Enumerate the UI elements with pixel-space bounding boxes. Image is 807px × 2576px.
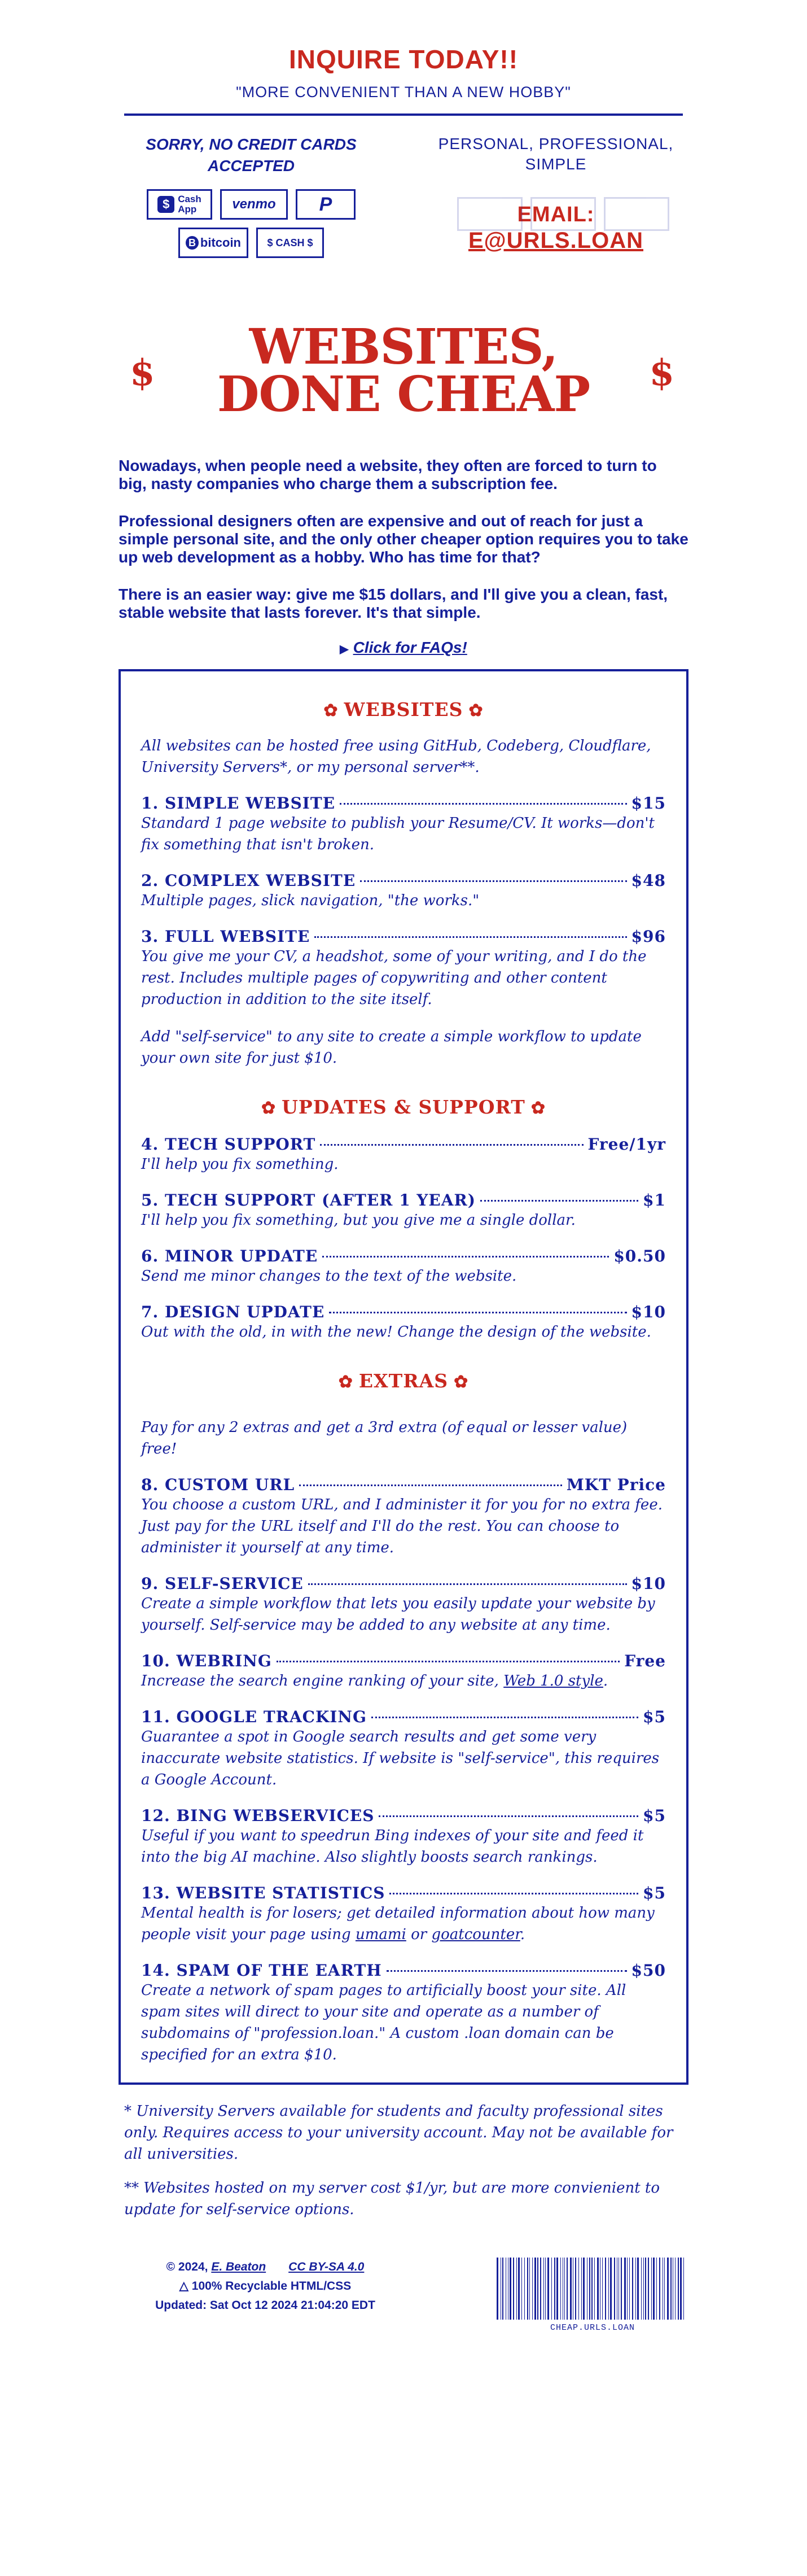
barcode-stripe — [560, 2258, 561, 2320]
intro-paragraph: There is an easier way: give me $15 dollars, and I'll give you a clean, fast, stable website that lasts forever. It's that simple. — [119, 586, 668, 621]
websites-heading-label: WEBSITES — [344, 698, 463, 721]
item-desc: You give me your CV, a headshot, some of your writing, and I do the rest. Includes multiple pages of copywriting and other content production in addition to the site itself. — [141, 948, 647, 1008]
extras-note: Pay for any 2 extras and get a 3rd extra (of equal or lesser value) free! — [141, 1419, 628, 1457]
dollar-icon-right: $ — [649, 352, 674, 394]
item-price: Free/1yr — [587, 1135, 666, 1154]
flower-icon: ✿ — [323, 701, 339, 721]
email-link[interactable]: E@URLS.LOAN — [468, 228, 643, 253]
barcode-stripe — [502, 2258, 503, 2320]
item-desc-text: Mental health is for losers; get detailed information about how many people visit your page using — [141, 1905, 655, 1943]
item-price: $5 — [643, 1884, 666, 1902]
barcode-stripe — [632, 2258, 633, 2320]
barcode-stripe — [532, 2258, 533, 2320]
barcode-stripe — [521, 2258, 522, 2320]
bitcoin-icon: B — [186, 236, 199, 250]
item-name: 7. DESIGN UPDATE — [141, 1303, 325, 1321]
cashapp-label-bottom: App — [178, 204, 197, 215]
cashapp-label-top: Cash — [178, 194, 201, 204]
footnote-university: * University Servers available for students and faculty professional sites only. Requires access to your university account. May not be available for all universities. — [124, 2103, 673, 2163]
barcode-stripe — [518, 2258, 520, 2320]
intro — [119, 457, 688, 622]
dollar-icon-left: $ — [130, 352, 155, 394]
payment-section — [119, 134, 688, 258]
item-name: 4. TECH SUPPORT — [141, 1135, 316, 1154]
barcode-stripe — [637, 2258, 639, 2320]
bitcoin-label: bitcoin — [200, 235, 241, 250]
menu-item — [141, 1652, 666, 1692]
item-price: $10 — [631, 1303, 666, 1321]
barcode-stripe — [589, 2258, 590, 2320]
item-name: 10. WEBRING — [141, 1652, 272, 1670]
menu-item — [141, 927, 666, 1010]
menu-item — [141, 1303, 666, 1343]
item-price: Free — [624, 1652, 666, 1670]
flower-icon: ✿ — [338, 1372, 353, 1392]
barcode-stripe — [635, 2258, 636, 2320]
barcode-bars — [497, 2258, 688, 2320]
faq-toggle[interactable] — [119, 639, 688, 657]
ghost-badge — [604, 197, 669, 231]
page-footer — [119, 2258, 688, 2333]
barcode-stripe — [656, 2258, 657, 2320]
ghost-badges — [457, 197, 669, 231]
barcode-stripe — [608, 2258, 609, 2320]
barcode-stripe — [547, 2258, 549, 2320]
item-desc: I'll help you fix something, but you give me a single dollar. — [141, 1212, 576, 1229]
venmo-badge: venmo — [220, 189, 288, 220]
intro-paragraph: Nowadays, when people need a website, they often are forced to turn to big, nasty companies who charge them a subscription fee. — [119, 457, 657, 492]
barcode-stripe — [570, 2258, 572, 2320]
updated-timestamp: Updated: Sat Oct 12 2024 21:04:20 EDT — [155, 2299, 375, 2312]
item-desc: Multiple pages, slick navigation, "the works." — [141, 892, 480, 909]
barcode-stripe — [653, 2258, 655, 2320]
author-link[interactable]: E. Beaton — [211, 2260, 266, 2273]
item-desc: Send me minor changes to the text of the website. — [141, 1268, 517, 1285]
item-price: MKT Price — [566, 1475, 666, 1494]
item-name: 13. WEBSITE STATISTICS — [141, 1884, 385, 1902]
item-desc — [141, 1902, 666, 1945]
barcode-stripe — [648, 2258, 649, 2320]
barcode-stripe — [678, 2258, 679, 2320]
barcode-stripe — [556, 2258, 558, 2320]
barcode-stripe — [602, 2258, 603, 2320]
barcode-stripe — [527, 2258, 528, 2320]
barcode-stripe — [583, 2258, 585, 2320]
item-price: $10 — [631, 1574, 666, 1593]
barcode-stripe — [578, 2258, 579, 2320]
goatcounter-link[interactable]: goatcounter — [431, 1926, 520, 1943]
cashapp-icon: $ — [157, 196, 174, 213]
menu-item — [141, 1191, 666, 1231]
menu-item — [141, 1884, 666, 1945]
menu-item — [141, 1135, 666, 1175]
item-name: 8. CUSTOM URL — [141, 1475, 295, 1494]
barcode-stripe — [641, 2258, 642, 2320]
barcode-stripe — [627, 2258, 628, 2320]
item-desc-text: or — [406, 1926, 432, 1943]
barcode-stripe — [597, 2258, 599, 2320]
barcode-stripe — [675, 2258, 676, 2320]
item-price: $15 — [631, 794, 666, 813]
no-credit-cards-notice: SORRY, NO CREDIT CARDS ACCEPTED — [146, 136, 357, 174]
contact-info — [423, 134, 688, 258]
ghost-badge — [530, 197, 596, 231]
barcode-stripe — [594, 2258, 595, 2320]
barcode-stripe — [664, 2258, 665, 2320]
self-service-note: Add "self-service" to any site to create a simple workflow to update your own site for just $10. — [141, 1028, 642, 1067]
license-link[interactable]: CC BY-SA 4.0 — [288, 2260, 365, 2273]
item-desc-text: Increase the search engine ranking of your site, — [141, 1673, 504, 1689]
umami-link[interactable]: umami — [355, 1926, 406, 1943]
barcode-stripe — [614, 2258, 615, 2320]
item-desc — [141, 1670, 666, 1692]
item-desc: I'll help you fix something. — [141, 1156, 339, 1173]
ghost-badge — [457, 197, 523, 231]
barcode-stripe — [683, 2258, 684, 2320]
barcode-stripe — [624, 2258, 626, 2320]
item-desc: Useful if you want to speedrun Bing indexes of your site and feed it into the big AI machine. Also slightly boosts search rankings. — [141, 1827, 644, 1866]
item-desc: Guarantee a spot in Google search results and get some very inaccurate website statistics. If website is "self-service", this requires a Google Account. — [141, 1728, 660, 1788]
copyright-text: © 2024, — [166, 2260, 212, 2273]
barcode-label: CHEAP.URLS.LOAN — [550, 2323, 635, 2333]
price-menu — [119, 669, 688, 2085]
bitcoin-badge — [178, 228, 248, 258]
barcode-stripe — [621, 2258, 622, 2320]
barcode-stripe — [667, 2258, 669, 2320]
footnote-server: ** Websites hosted on my server cost $1/yr, but are more convienient to update for self-service options. — [124, 2180, 660, 2218]
hero-title-line2: DONE CHEAP — [217, 366, 590, 423]
barcode-stripe — [643, 2258, 644, 2320]
item-name: 11. GOOGLE TRACKING — [141, 1708, 367, 1726]
item-name: 5. TECH SUPPORT (AFTER 1 YEAR) — [141, 1191, 476, 1210]
barcode-stripe — [529, 2258, 530, 2320]
item-desc: Out with the old, in with the new! Change the design of the website. — [141, 1324, 651, 1341]
menu-item — [141, 1961, 666, 2066]
menu-item — [141, 1708, 666, 1791]
item-desc-text: . — [603, 1673, 608, 1689]
flower-icon: ✿ — [530, 1098, 546, 1118]
item-price: $5 — [643, 1806, 666, 1825]
item-name: 14. SPAM OF THE EARTH — [141, 1961, 382, 1980]
barcode-stripe — [581, 2258, 582, 2320]
flower-icon: ✿ — [454, 1372, 469, 1392]
barcode-stripe — [651, 2258, 652, 2320]
flower-icon: ✿ — [261, 1098, 277, 1118]
barcode-stripe — [591, 2258, 593, 2320]
barcode-stripe — [513, 2258, 514, 2320]
barcode-stripe — [564, 2258, 565, 2320]
web1-link[interactable]: Web 1.0 style — [503, 1673, 603, 1689]
item-desc: Standard 1 page website to publish your Resume/CV. It works—don't fix something that isn't broken. — [141, 815, 655, 853]
menu-item — [141, 1247, 666, 1287]
item-price: $1 — [643, 1191, 666, 1210]
barcode-stripe — [497, 2258, 498, 2320]
barcode-stripe — [567, 2258, 568, 2320]
payment-methods — [119, 134, 384, 258]
barcode-stripe — [510, 2258, 511, 2320]
barcode-stripe — [610, 2258, 612, 2320]
item-desc-text: . — [520, 1926, 525, 1943]
extras-heading — [141, 1370, 666, 1392]
barcode-stripe — [680, 2258, 682, 2320]
barcode-stripe — [605, 2258, 606, 2320]
item-name: 6. MINOR UPDATE — [141, 1247, 318, 1265]
item-price: $5 — [643, 1708, 666, 1726]
barcode-stripe — [540, 2258, 541, 2320]
barcode-stripe — [659, 2258, 660, 2320]
barcode-stripe — [545, 2258, 546, 2320]
extras-heading-label: EXTRAS — [358, 1370, 449, 1392]
recyclable-note: △ 100% Recyclable HTML/CSS — [179, 2280, 352, 2293]
cashapp-badge — [147, 189, 212, 220]
menu-item — [141, 1475, 666, 1558]
barcode-stripe — [534, 2258, 536, 2320]
barcode-stripe — [554, 2258, 555, 2320]
barcode-stripe — [551, 2258, 552, 2320]
item-desc: Create a simple workflow that lets you easily update your website by yourself. Self-service may be added to any website at any time. — [141, 1595, 655, 1634]
item-name: 9. SELF-SERVICE — [141, 1574, 304, 1593]
hero — [119, 318, 688, 423]
header-divider — [124, 113, 683, 116]
faq-link[interactable]: Click for FAQs! — [353, 639, 467, 656]
barcode-stripe — [645, 2258, 646, 2320]
menu-item — [141, 1574, 666, 1636]
item-name: 1. SIMPLE WEBSITE — [141, 794, 336, 813]
updates-heading-label: UPDATES & SUPPORT — [282, 1096, 525, 1118]
hosting-note: All websites can be hosted free using GitHub, Codeberg, Cloudflare, University Servers*, or my personal server**. — [141, 737, 651, 776]
item-name: 3. FULL WEBSITE — [141, 927, 310, 946]
item-price: $48 — [631, 871, 666, 890]
paypal-badge: P — [296, 189, 356, 220]
updates-heading — [141, 1096, 666, 1118]
item-price: $50 — [631, 1961, 666, 1980]
websites-heading — [141, 698, 666, 721]
menu-item — [141, 794, 666, 855]
copyright-line — [119, 2258, 412, 2277]
flower-icon: ✿ — [468, 701, 484, 721]
tagline: "MORE CONVENIENT THAN A NEW HOBBY" — [236, 84, 571, 101]
triangle-right-icon: ▶ — [340, 643, 349, 656]
intro-paragraph: Professional designers often are expensive and out of reach for just a simple personal site, and the only other cheaper option requires you to take up web development as a hobby. Who has time for that? — [119, 512, 688, 566]
barcode — [497, 2258, 688, 2333]
barcode-stripe — [543, 2258, 544, 2320]
item-name: 12. BING WEBSERVICES — [141, 1806, 375, 1825]
item-name: 2. COMPLEX WEBSITE — [141, 871, 356, 890]
item-price: $96 — [631, 927, 666, 946]
barcode-stripe — [524, 2258, 525, 2320]
footnotes — [119, 2101, 688, 2220]
slogan: PERSONAL, PROFESSIONAL, SIMPLE — [438, 135, 674, 173]
item-price: $0.50 — [613, 1247, 666, 1265]
inquire-heading: INQUIRE TODAY!! — [288, 45, 519, 74]
footer-info — [119, 2258, 412, 2333]
barcode-stripe — [575, 2258, 576, 2320]
hero-title — [119, 318, 688, 423]
item-desc: You choose a custom URL, and I administer it for you for no extra fee. Just pay for the URL itself and I'll do the rest. You can choose to administer it yourself at any time. — [141, 1496, 663, 1556]
cash-badge: $ CASH $ — [256, 228, 324, 258]
item-desc: Create a network of spam pages to artificially boost your site. All spam sites will direct to your site and operate as a number of subdomains of "profession.loan." A custom .loan domain can be specified for an extra $10. — [141, 1982, 626, 2063]
menu-item — [141, 871, 666, 911]
menu-item — [141, 1806, 666, 1868]
barcode-stripe — [516, 2258, 517, 2320]
email-label: EMAIL: — [517, 203, 595, 226]
hero-title-line1: WEBSITES, — [249, 318, 558, 376]
barcode-stripe — [537, 2258, 538, 2320]
barcode-stripe — [629, 2258, 630, 2320]
barcode-stripe — [670, 2258, 672, 2320]
